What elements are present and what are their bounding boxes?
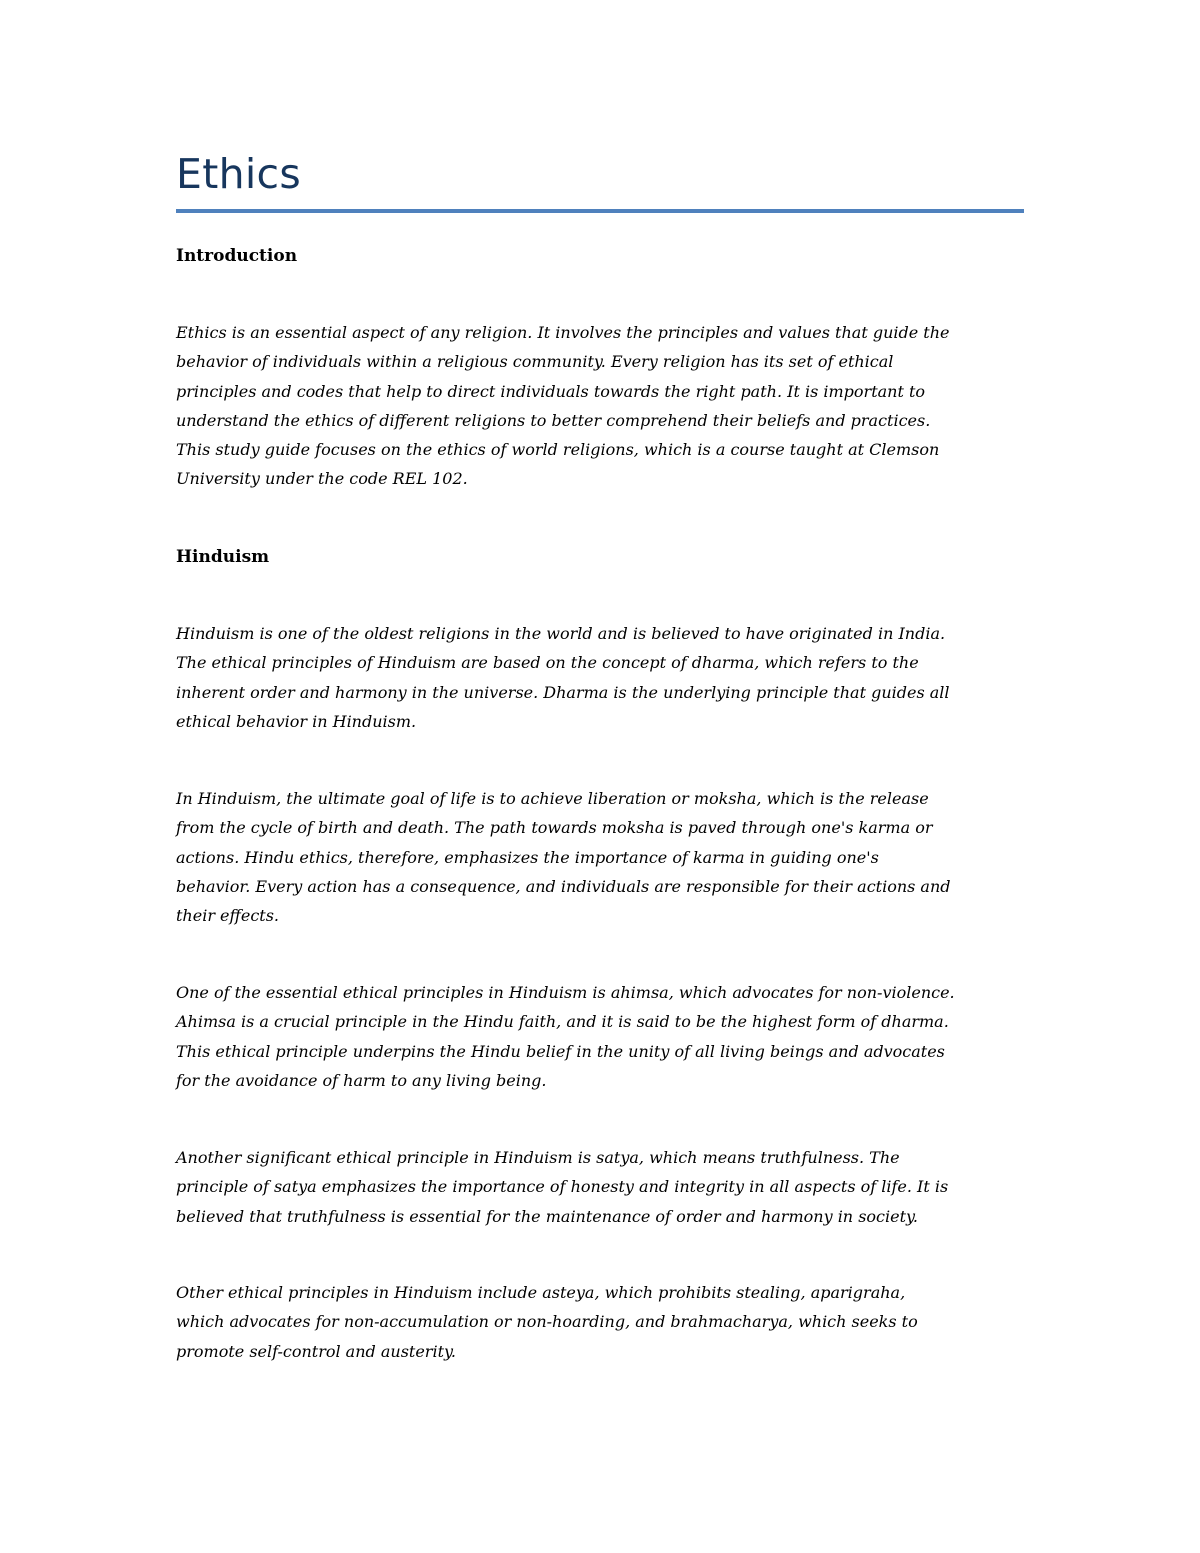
text-line: from the cycle of birth and death. The path towards moksha is paved through one's karma or	[176, 818, 933, 838]
section-heading-hinduism: Hinduism	[176, 547, 270, 567]
section-heading-introduction: Introduction	[176, 246, 298, 266]
text-line: In Hinduism, the ultimate goal of life is to achieve liberation or moksha, which is the release	[176, 789, 929, 808]
text-line: inherent order and harmony in the universe. Dharma is the underlying principle that guides all	[176, 682, 950, 702]
hinduism-paragraph-moksha	[176, 784, 1028, 930]
hinduism-paragraph-origins	[176, 619, 1028, 736]
text-line: principles and codes that help to direct individuals towards the right path. It is important to	[176, 381, 926, 401]
text-line: for the avoidance of harm to any living being.	[176, 1070, 547, 1090]
text-line: One of the essential ethical principles in Hinduism is ahimsa, which advocates for non-violence.	[176, 983, 955, 1002]
text-line: Another significant ethical principle in Hinduism is satya, which means truthfulness. The	[176, 1148, 900, 1167]
text-line: Hinduism is one of the oldest religions in the world and is believed to have originated in India.	[176, 624, 946, 643]
text-line: which advocates for non-accumulation or non-hoarding, and brahmacharya, which seeks to	[176, 1312, 918, 1332]
intro-paragraph	[176, 318, 1028, 494]
text-line: This study guide focuses on the ethics of world religions, which is a course taught at Clemson	[176, 440, 940, 460]
title-underline	[176, 209, 1024, 213]
text-line: Ahimsa is a crucial principle in the Hindu faith, and it is said to be the highest form of dharma.	[176, 1012, 949, 1032]
hinduism-paragraph-other-principles	[176, 1278, 1028, 1366]
text-line: behavior. Every action has a consequence, and individuals are responsible for their actions and	[176, 876, 951, 896]
text-line: ethical behavior in Hinduism.	[176, 711, 417, 731]
document-title: Ethics	[176, 150, 302, 198]
text-line: understand the ethics of different religions to better comprehend their beliefs and practices.	[176, 410, 931, 430]
text-line: University under the code REL 102.	[176, 469, 468, 489]
hinduism-paragraph-satya	[176, 1143, 1028, 1231]
hinduism-paragraph-ahimsa	[176, 978, 1028, 1095]
text-line: Other ethical principles in Hinduism include asteya, which prohibits stealing, aparigraha,	[176, 1283, 906, 1302]
text-line: actions. Hindu ethics, therefore, emphasizes the importance of karma in guiding one's	[176, 847, 879, 867]
text-line: Ethics is an essential aspect of any religion. It involves the principles and values that guide the	[176, 323, 950, 342]
text-line: believed that truthfulness is essential for the maintenance of order and harmony in society.	[176, 1206, 919, 1226]
text-line: The ethical principles of Hinduism are based on the concept of dharma, which refers to the	[176, 653, 919, 673]
text-line: their effects.	[176, 906, 280, 926]
text-line: promote self-control and austerity.	[176, 1341, 456, 1361]
text-line: behavior of individuals within a religious community. Every religion has its set of ethical	[176, 352, 894, 372]
text-line: principle of satya emphasizes the importance of honesty and integrity in all aspects of life. It is	[176, 1177, 949, 1197]
text-line: This ethical principle underpins the Hindu belief in the unity of all living beings and advocates	[176, 1041, 945, 1061]
